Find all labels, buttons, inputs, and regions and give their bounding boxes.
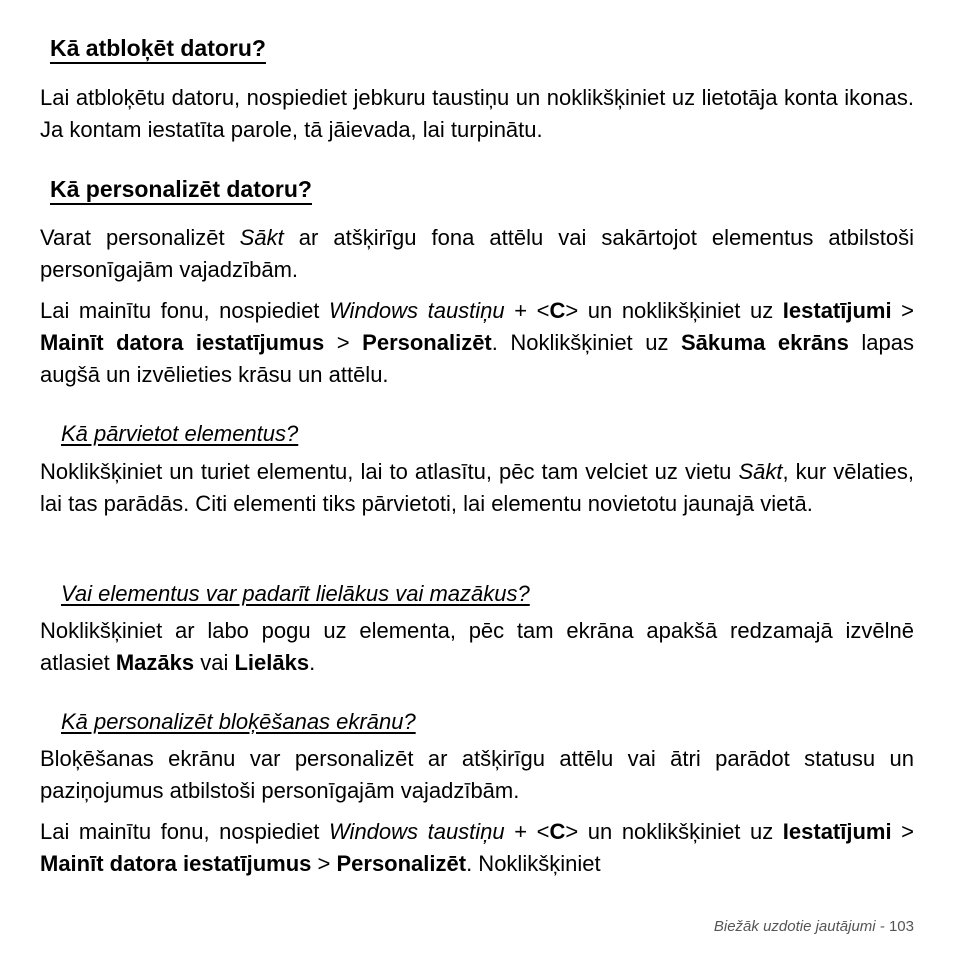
heading-personalize-computer: Kā personalizēt datoru? (50, 176, 312, 205)
subheading-lock-screen: Kā personalizēt bloķēšanas ekrānu? (61, 709, 416, 734)
paragraph-change-background: Lai mainītu fonu, nospiediet Windows taustiņu + <C> un noklikšķiniet uz Iestatījumi > Mainīt datora iestatījumus > Personalizēt. Noklikšķiniet uz Sākuma ekrāns lapas augšā un izvēlieties krāsu un attēlu. (40, 298, 915, 387)
paragraph-lock-screen-background: Lai mainītu fonu, nospiediet Windows taustiņu + <C> un noklikšķiniet uz Iestatījumi > Mainīt datora iestatījumus > Personalizēt. Noklikšķiniet (40, 819, 915, 876)
paragraph-lock-screen: Bloķēšanas ekrānu var personalizēt ar atšķirīgu attēlu vai ātri parādot statusu un paziņojumus atbilstoši personīgajām vajadzībām. (40, 746, 914, 803)
subheading-resize-items: Vai elementus var padarīt lielākus vai mazākus? (61, 581, 530, 606)
heading-unlock-computer: Kā atbloķēt datoru? (50, 35, 266, 64)
paragraph-move-items: Noklikšķiniet un turiet elementu, lai to atlasītu, pēc tam velciet uz vietu Sākt, kur vēlaties, lai tas parādās. Citi elementi tiks pārvietoti, lai elementu novietotu jaunajā vietā. (40, 459, 914, 516)
page-footer (714, 918, 914, 935)
paragraph-unlock: Lai atbloķētu datoru, nospiediet jebkuru taustiņu un noklikšķiniet uz lietotāja konta ikonas. Ja kontam iestatīta parole, tā jāievada, lai turpinātu. (40, 85, 914, 142)
paragraph-personalize-start: Varat personalizēt Sākt ar atšķirīgu fona attēlu vai sakārtojot elementus atbilstoši personīgajām vajadzībām. (40, 225, 914, 282)
paragraph-resize-items: Noklikšķiniet ar labo pogu uz elementa, pēc tam ekrāna apakšā redzamajā izvēlnē atlasiet Mazāks vai Lielāks. (40, 618, 914, 675)
footer-section-label: Biežāk uzdotie jautājumi - (713, 918, 889, 935)
subheading-move-items: Kā pārvietot elementus? (61, 421, 299, 446)
page-number: 103 (888, 918, 914, 935)
